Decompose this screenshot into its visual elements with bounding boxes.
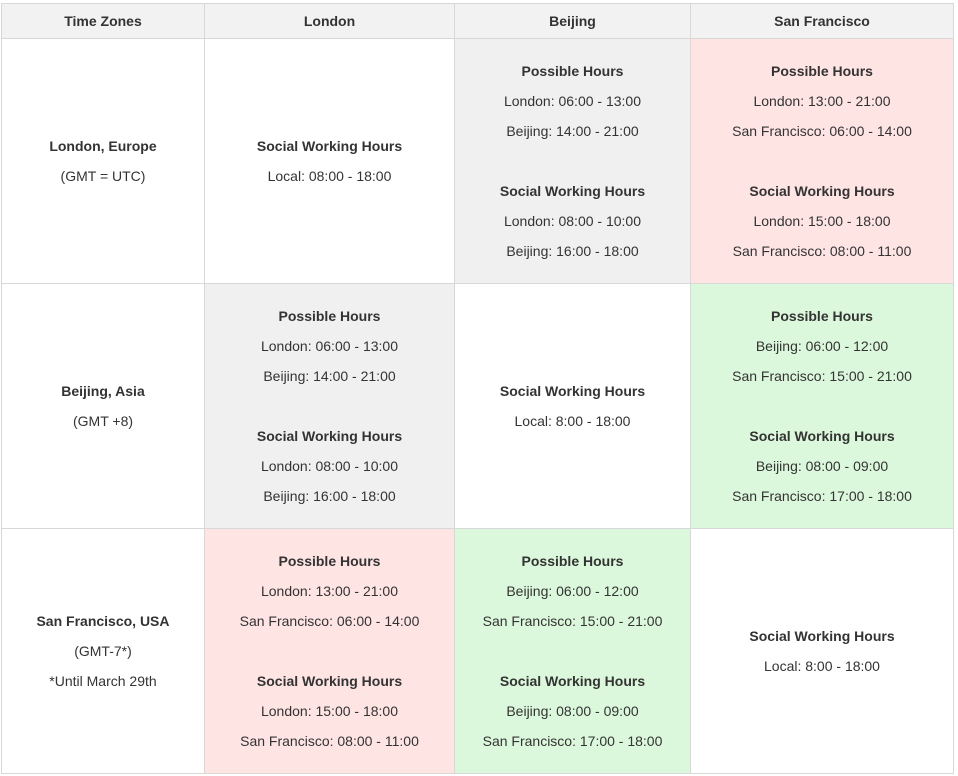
possible-hours-title: Possible Hours [521,553,624,569]
possible-hours-title: Possible Hours [771,308,873,324]
zone-cell-san-francisco [2,529,205,774]
social-hours-line: London: 15:00 - 18:00 [260,703,398,719]
zone-offset: (GMT = UTC) [60,168,146,184]
social-hours-title: Social Working Hours [749,628,895,644]
cell-london-beijing [455,39,691,284]
zone-offset: (GMT-7*) [74,643,132,659]
social-hours-title: Social Working Hours [256,138,403,154]
cell-beijing-san-francisco [691,284,954,529]
possible-hours-line: San Francisco: 15:00 - 21:00 [482,613,663,629]
possible-hours-line: London: 13:00 - 21:00 [753,93,891,109]
social-hours-line: San Francisco: 17:00 - 18:00 [482,733,663,749]
social-hours-line: San Francisco: 17:00 - 18:00 [732,488,912,504]
social-hours-line: London: 08:00 - 10:00 [503,213,641,229]
possible-hours-title: Possible Hours [521,63,624,79]
local-hours: Local: 08:00 - 18:00 [267,168,392,184]
row-london [2,39,954,284]
time-zone-table [1,3,954,774]
possible-hours-title: Possible Hours [771,63,873,79]
possible-hours-line: San Francisco: 06:00 - 14:00 [239,613,420,629]
social-hours-title: Social Working Hours [499,383,646,399]
header-beijing: Beijing [455,4,691,39]
social-hours-title: Social Working Hours [256,673,403,689]
social-hours-title: Social Working Hours [256,428,403,444]
row-beijing [2,284,954,529]
social-hours-line: Beijing: 08:00 - 09:00 [506,703,639,719]
social-hours-line: San Francisco: 08:00 - 11:00 [732,243,912,259]
social-hours-title: Social Working Hours [749,428,895,444]
zone-name: London, Europe [49,138,157,154]
local-hours: Local: 8:00 - 18:00 [764,658,880,674]
zone-name: San Francisco, USA [36,613,170,629]
social-hours-line: London: 15:00 - 18:00 [753,213,891,229]
cell-san-francisco-san-francisco [691,529,954,774]
cell-beijing-london [205,284,455,529]
zone-cell-beijing [2,284,205,529]
possible-hours-title: Possible Hours [278,308,381,324]
possible-hours-line: Beijing: 06:00 - 12:00 [755,338,889,354]
social-hours-line: Beijing: 16:00 - 18:00 [506,243,639,259]
zone-note: *Until March 29th [49,673,157,689]
social-hours-line: San Francisco: 08:00 - 11:00 [240,733,419,749]
header-corner: Time Zones [2,4,205,39]
header-san-francisco: San Francisco [691,4,954,39]
possible-hours-line: London: 13:00 - 21:00 [260,583,398,599]
social-hours-line: Beijing: 16:00 - 18:00 [263,488,396,504]
possible-hours-line: London: 06:00 - 13:00 [503,93,641,109]
header-london: London [205,4,455,39]
possible-hours-line: San Francisco: 15:00 - 21:00 [732,368,912,384]
possible-hours-line: London: 06:00 - 13:00 [260,338,398,354]
possible-hours-line: Beijing: 14:00 - 21:00 [506,123,639,139]
possible-hours-title: Possible Hours [278,553,381,569]
social-hours-title: Social Working Hours [499,673,646,689]
possible-hours-line: San Francisco: 06:00 - 14:00 [732,123,912,139]
zone-name: Beijing, Asia [61,383,145,399]
cell-london-san-francisco [691,39,954,284]
zone-offset: (GMT +8) [72,413,134,429]
cell-san-francisco-beijing [455,529,691,774]
cell-london-london [205,39,455,284]
local-hours: Local: 8:00 - 18:00 [514,413,631,429]
social-hours-line: London: 08:00 - 10:00 [260,458,398,474]
cell-san-francisco-london [205,529,455,774]
social-hours-line: Beijing: 08:00 - 09:00 [755,458,889,474]
social-hours-title: Social Working Hours [749,183,895,199]
header-row [2,4,954,39]
row-san-francisco [2,529,954,774]
zone-cell-london [2,39,205,284]
possible-hours-line: Beijing: 14:00 - 21:00 [263,368,396,384]
social-hours-title: Social Working Hours [499,183,646,199]
possible-hours-line: Beijing: 06:00 - 12:00 [506,583,639,599]
cell-beijing-beijing [455,284,691,529]
